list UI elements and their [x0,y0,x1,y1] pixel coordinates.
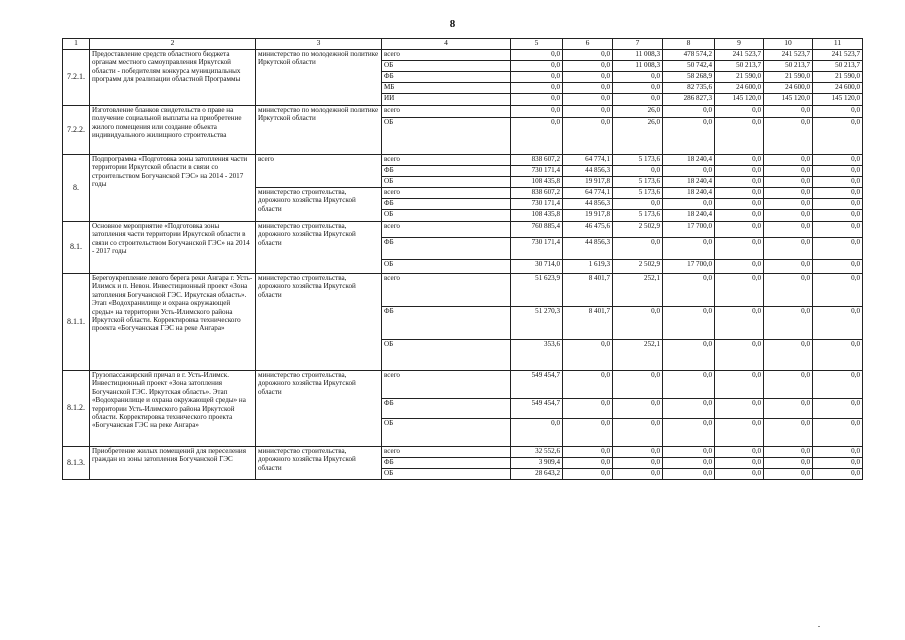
amount-cell: 0,0 [511,61,563,72]
amount-cell: 0,0 [663,399,715,419]
amount-cell: 18 240,4 [663,188,715,199]
amount-cell: 0,0 [764,274,813,307]
amount-cell: 0,0 [764,419,813,447]
amount-cell: 286 827,3 [663,94,715,106]
amount-cell: 0,0 [613,72,663,83]
item-executor: министерство строительства, дорожного хозяйства Иркутской области [256,274,382,371]
column-header: 7 [613,39,663,50]
amount-cell: 0,0 [563,340,613,371]
amount-cell: 19 917,8 [563,210,613,222]
amount-cell: 0,0 [813,458,863,469]
amount-cell: 17 700,0 [663,260,715,274]
amount-cell: 0,0 [764,210,813,222]
amount-cell: 0,0 [663,340,715,371]
amount-cell: 549 454,7 [511,371,563,399]
amount-cell: 108 435,8 [511,177,563,188]
funding-source: всего [382,188,511,199]
funding-source: ОБ [382,340,511,371]
amount-cell: 0,0 [715,210,764,222]
funding-source: всего [382,222,511,238]
amount-cell: 0,0 [663,371,715,399]
amount-cell: 0,0 [813,166,863,177]
amount-cell: 0,0 [563,399,613,419]
funding-source: ФБ [382,72,511,83]
amount-cell: 241 523,7 [813,50,863,61]
table-row [63,371,863,399]
amount-cell: 21 590,0 [813,72,863,83]
column-header: 9 [715,39,764,50]
amount-cell: 0,0 [715,222,764,238]
amount-cell: 0,0 [764,188,813,199]
amount-cell: 353,6 [511,340,563,371]
amount-cell: 21 590,0 [715,72,764,83]
amount-cell: 838 607,2 [511,155,563,166]
amount-cell: 0,0 [813,274,863,307]
item-executor: всего [256,155,382,188]
amount-cell: 0,0 [663,238,715,260]
amount-cell: 11 008,3 [613,61,663,72]
table-row [63,274,863,307]
column-header: 6 [563,39,613,50]
column-header: 10 [764,39,813,50]
amount-cell: 28 643,2 [511,469,563,480]
column-header: 11 [813,39,863,50]
funding-source: ФБ [382,199,511,210]
item-code: 8.1.2. [63,371,90,447]
amount-cell: 0,0 [764,238,813,260]
amount-cell: 50 213,7 [764,61,813,72]
item-code: 8.1.1. [63,274,90,371]
amount-cell: 252,1 [613,340,663,371]
amount-cell: 0,0 [715,199,764,210]
amount-cell: 145 120,0 [813,94,863,106]
amount-cell: 51 623,9 [511,274,563,307]
amount-cell: 0,0 [511,419,563,447]
amount-cell: 58 268,9 [663,72,715,83]
item-code: 8. [63,155,90,222]
scan-speck [818,626,820,627]
item-executor: министерство по молодежной политике Иркутской области [256,106,382,155]
amount-cell: 0,0 [613,371,663,399]
amount-cell: 46 475,6 [563,222,613,238]
amount-cell: 0,0 [715,458,764,469]
item-description: Подпрограмма «Подготовка зоны затопления части территории Иркутской области в связи со строительством Богучанской ГЭС» на 2014 - 2017 годы [90,155,256,222]
funding-source: ОБ [382,419,511,447]
amount-cell: 0,0 [511,72,563,83]
item-executor: министерство строительства, дорожного хозяйства Иркутской области [256,222,382,274]
amount-cell: 0,0 [663,106,715,118]
funding-source: ФБ [382,238,511,260]
amount-cell: 241 523,7 [764,50,813,61]
amount-cell: 0,0 [813,340,863,371]
amount-cell: 0,0 [663,419,715,447]
amount-cell: 0,0 [813,260,863,274]
amount-cell: 0,0 [715,399,764,419]
item-executor: министерство по молодежной политике Иркутской области [256,50,382,106]
amount-cell: 0,0 [813,177,863,188]
amount-cell: 0,0 [764,106,813,118]
amount-cell: 0,0 [563,118,613,155]
item-code: 7.2.1. [63,50,90,106]
amount-cell: 44 856,3 [563,166,613,177]
funding-source: ОБ [382,210,511,222]
funding-source: всего [382,106,511,118]
item-description: Берегоукрепление левого берега реки Ангара г. Усть-Илимск и п. Невон. Инвестиционный проект «Зона затопления Богучанской ГЭС. Иркутская область». Этап «Водохранилище и охрана окружающей среды» на территории Усть-Илимского района Иркутской области. Корректировка технического проекта «Богучанская ГЭС на реке Ангара» [90,274,256,371]
amount-cell: 24 600,0 [813,83,863,94]
item-description: Приобретение жилых помещений для переселения граждан из зоны затопления Богучанской ГЭС [90,447,256,480]
amount-cell: 0,0 [715,274,764,307]
amount-cell: 0,0 [764,447,813,458]
amount-cell: 0,0 [613,307,663,340]
amount-cell: 0,0 [715,238,764,260]
funding-source: ФБ [382,307,511,340]
amount-cell: 0,0 [764,458,813,469]
column-header: 2 [90,39,256,50]
amount-cell: 0,0 [715,469,764,480]
funding-source: всего [382,371,511,399]
amount-cell: 0,0 [813,106,863,118]
amount-cell: 0,0 [663,458,715,469]
amount-cell: 838 607,2 [511,188,563,199]
amount-cell: 0,0 [813,210,863,222]
amount-cell: 0,0 [563,94,613,106]
amount-cell: 0,0 [715,260,764,274]
amount-cell: 2 502,9 [613,222,663,238]
amount-cell: 0,0 [613,199,663,210]
funding-source: ФБ [382,166,511,177]
funding-source: ОБ [382,118,511,155]
item-code: 8.1.3. [63,447,90,480]
funding-source: ОБ [382,177,511,188]
amount-cell: 26,0 [613,118,663,155]
amount-cell: 0,0 [563,469,613,480]
amount-cell: 1 619,3 [563,260,613,274]
amount-cell: 0,0 [663,447,715,458]
amount-cell: 0,0 [764,307,813,340]
amount-cell: 0,0 [764,371,813,399]
item-executor: министерство строительства, дорожного хозяйства Иркутской области [256,447,382,480]
amount-cell: 0,0 [613,458,663,469]
amount-cell: 0,0 [613,399,663,419]
funding-source: всего [382,50,511,61]
amount-cell: 0,0 [511,83,563,94]
amount-cell: 0,0 [663,166,715,177]
amount-cell: 0,0 [613,447,663,458]
amount-cell: 32 552,6 [511,447,563,458]
item-description: Основное мероприятие «Подготовка зоны затопления части территории Иркутской области в связи со строительством Богучанской ГЭС» на 2014 - 2017 годы [90,222,256,274]
amount-cell: 145 120,0 [715,94,764,106]
amount-cell: 0,0 [813,199,863,210]
item-code: 8.1. [63,222,90,274]
amount-cell: 0,0 [813,222,863,238]
amount-cell: 0,0 [511,94,563,106]
amount-cell: 0,0 [715,371,764,399]
amount-cell: 0,0 [715,447,764,458]
amount-cell: 64 774,1 [563,155,613,166]
amount-cell: 50 742,4 [663,61,715,72]
amount-cell: 0,0 [764,177,813,188]
amount-cell: 0,0 [563,371,613,399]
amount-cell: 18 240,4 [663,177,715,188]
amount-cell: 252,1 [613,274,663,307]
amount-cell: 82 735,6 [663,83,715,94]
amount-cell: 760 885,4 [511,222,563,238]
item-description: Грузопассажирский причал в г. Усть-Илимск. Инвестиционный проект «Зона затопления Богучанской ГЭС. Иркутская область». Этап «Водохранилище и охрана окружающей среды» на территории Усть-Илимского района Иркутской области. Корректировка технического проекта «Богучанская ГЭС на реке Ангара» [90,371,256,447]
funding-source: всего [382,274,511,307]
amount-cell: 0,0 [813,447,863,458]
amount-cell: 5 173,6 [613,188,663,199]
table-row [63,155,863,166]
funding-source: ОБ [382,469,511,480]
amount-cell: 64 774,1 [563,188,613,199]
amount-cell: 50 213,7 [813,61,863,72]
amount-cell: 0,0 [813,118,863,155]
amount-cell: 0,0 [764,155,813,166]
amount-cell: 145 120,0 [764,94,813,106]
amount-cell: 5 173,6 [613,210,663,222]
amount-cell: 0,0 [613,83,663,94]
amount-cell: 18 240,4 [663,155,715,166]
funding-source: МБ [382,83,511,94]
amount-cell: 2 502,9 [613,260,663,274]
amount-cell: 44 856,3 [563,238,613,260]
amount-cell: 0,0 [663,118,715,155]
amount-cell: 3 909,4 [511,458,563,469]
amount-cell: 0,0 [511,106,563,118]
amount-cell: 0,0 [563,458,613,469]
amount-cell: 0,0 [563,419,613,447]
amount-cell: 0,0 [715,340,764,371]
amount-cell: 0,0 [813,469,863,480]
amount-cell: 0,0 [563,106,613,118]
amount-cell: 549 454,7 [511,399,563,419]
amount-cell: 0,0 [813,419,863,447]
amount-cell: 0,0 [764,260,813,274]
amount-cell: 0,0 [764,222,813,238]
amount-cell: 0,0 [715,188,764,199]
column-header: 8 [663,39,715,50]
funding-source: ИИ [382,94,511,106]
amount-cell: 0,0 [813,399,863,419]
funding-source: ФБ [382,458,511,469]
amount-cell: 0,0 [613,166,663,177]
amount-cell: 0,0 [563,50,613,61]
amount-cell: 18 240,4 [663,210,715,222]
amount-cell: 0,0 [764,166,813,177]
amount-cell: 0,0 [715,419,764,447]
amount-cell: 0,0 [511,118,563,155]
amount-cell: 0,0 [563,83,613,94]
amount-cell: 0,0 [563,447,613,458]
amount-cell: 21 590,0 [764,72,813,83]
amount-cell: 478 574,2 [663,50,715,61]
program-funding-table [62,38,863,480]
column-header: 4 [382,39,511,50]
amount-cell: 0,0 [715,177,764,188]
funding-source: всего [382,447,511,458]
amount-cell: 51 270,3 [511,307,563,340]
funding-source: ФБ [382,399,511,419]
amount-cell: 0,0 [613,419,663,447]
table-row [63,447,863,458]
amount-cell: 0,0 [764,199,813,210]
amount-cell: 0,0 [813,188,863,199]
amount-cell: 26,0 [613,106,663,118]
amount-cell: 0,0 [813,238,863,260]
funding-source: ОБ [382,61,511,72]
amount-cell: 108 435,8 [511,210,563,222]
amount-cell: 0,0 [715,166,764,177]
table-row [63,222,863,238]
amount-cell: 0,0 [663,274,715,307]
item-description: Предоставление средств областного бюджета органам местного самоуправления Иркутской области - победителям конкурса муниципальных программ для реализации областной Программы [90,50,256,106]
amount-cell: 730 171,4 [511,166,563,177]
amount-cell: 0,0 [715,106,764,118]
amount-cell: 730 171,4 [511,199,563,210]
amount-cell: 50 213,7 [715,61,764,72]
amount-cell: 0,0 [764,118,813,155]
amount-cell: 24 600,0 [764,83,813,94]
amount-cell: 5 173,6 [613,155,663,166]
amount-cell: 0,0 [715,118,764,155]
item-executor: министерство строительства, дорожного хозяйства Иркутской области [256,188,382,222]
item-description: Изготовление бланков свидетельств о праве на получение социальной выплаты на приобретение жилого помещения или создание объекта индивидуального жилищного строительства [90,106,256,155]
column-header: 5 [511,39,563,50]
table-row [63,50,863,61]
amount-cell: 0,0 [715,155,764,166]
amount-cell: 19 917,8 [563,177,613,188]
amount-cell: 44 856,3 [563,199,613,210]
item-executor: министерство строительства, дорожного хозяйства Иркутской области [256,371,382,447]
amount-cell: 0,0 [715,307,764,340]
amount-cell: 17 700,0 [663,222,715,238]
item-code: 7.2.2. [63,106,90,155]
amount-cell: 0,0 [764,340,813,371]
amount-cell: 0,0 [813,155,863,166]
amount-cell: 8 401,7 [563,307,613,340]
page-number: 8 [449,18,456,30]
column-header: 3 [256,39,382,50]
amount-cell: 30 714,0 [511,260,563,274]
amount-cell: 0,0 [511,50,563,61]
amount-cell: 0,0 [563,72,613,83]
amount-cell: 0,0 [613,238,663,260]
amount-cell: 0,0 [764,399,813,419]
amount-cell: 0,0 [613,94,663,106]
amount-cell: 0,0 [764,469,813,480]
amount-cell: 730 171,4 [511,238,563,260]
amount-cell: 0,0 [613,469,663,480]
amount-cell: 0,0 [663,307,715,340]
funding-source: всего [382,155,511,166]
table-row [63,106,863,118]
amount-cell: 0,0 [813,371,863,399]
column-number-row [63,39,863,50]
amount-cell: 0,0 [663,199,715,210]
amount-cell: 241 523,7 [715,50,764,61]
funding-source: ОБ [382,260,511,274]
amount-cell: 0,0 [813,307,863,340]
amount-cell: 0,0 [563,61,613,72]
amount-cell: 8 401,7 [563,274,613,307]
amount-cell: 11 008,3 [613,50,663,61]
amount-cell: 5 173,6 [613,177,663,188]
column-header: 1 [63,39,90,50]
amount-cell: 24 600,0 [715,83,764,94]
amount-cell: 0,0 [663,469,715,480]
